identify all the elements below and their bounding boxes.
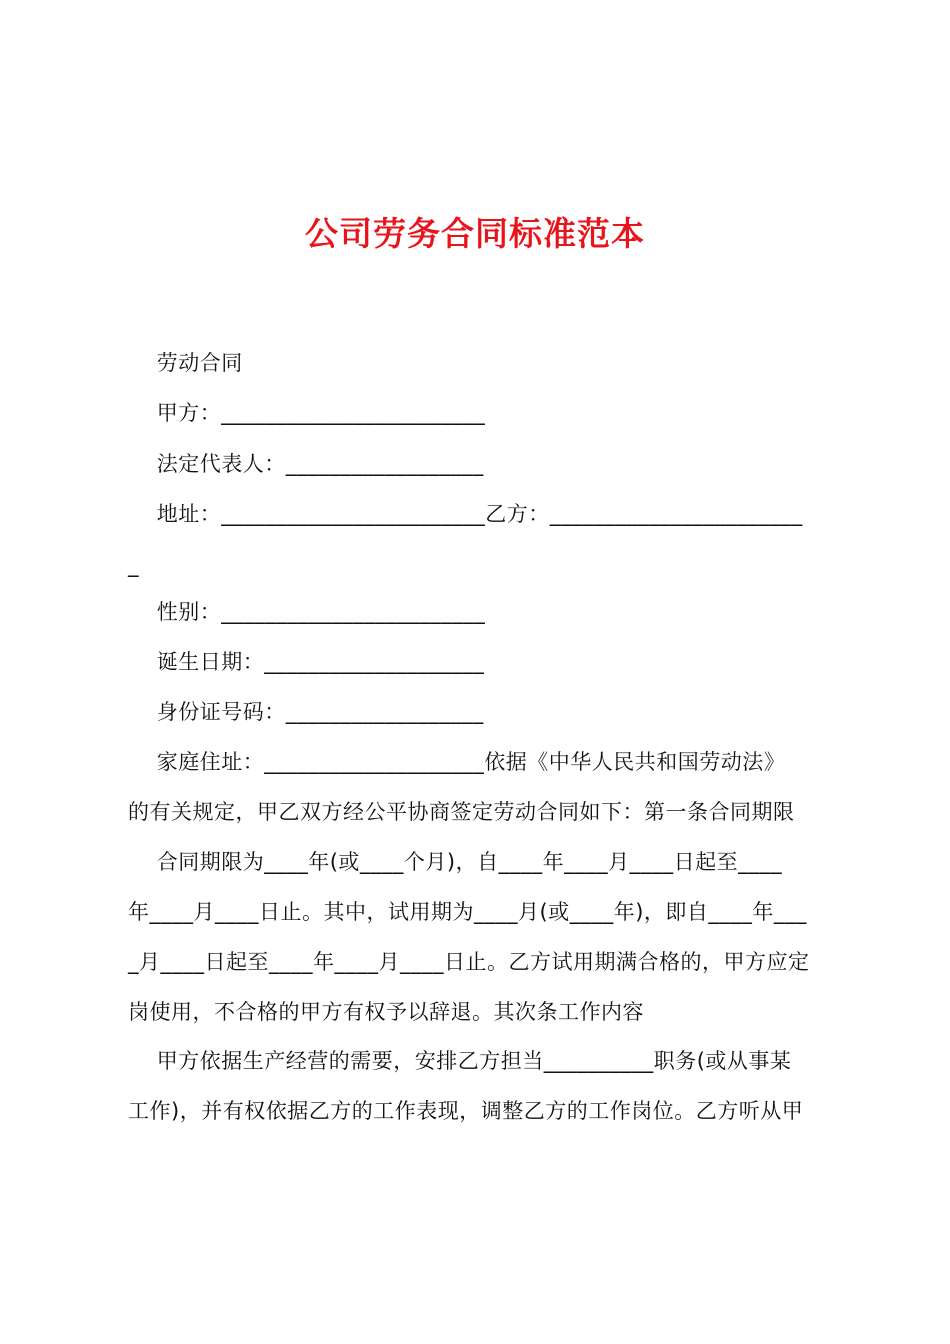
text-line: 地址：________________________乙方：_______________________ (128, 502, 803, 526)
text-line: 劳动合同 (128, 351, 243, 375)
text-line: _ (128, 553, 139, 577)
text-line: 身份证号码：__________________ (128, 700, 484, 724)
text-line: 甲方依据生产经营的需要，安排乙方担当__________职务(或从事某 (128, 1049, 792, 1073)
text-line: 性别：________________________ (128, 600, 486, 624)
text-line: _月____日起至____年____月____日止。乙方试用期满合格的，甲方应定 (128, 950, 810, 974)
text-line: 岗使用，不合格的甲方有权予以辞退。其次条工作内容 (128, 1000, 644, 1024)
text-line: 合同期限为____年(或____个月)，自____年____月____日起至____ (128, 850, 783, 874)
text-line: 工作)，并有权依据乙方的工作表现，调整乙方的工作岗位。乙方听从甲 (128, 1099, 804, 1123)
text-line: 的有关规定，甲乙双方经公平协商签定劳动合同如下：第一条合同期限 (128, 800, 795, 824)
text-line: 诞生日期：____________________ (128, 650, 485, 674)
text-line: 年____月____日止。其中，试用期为____月(或____年)，即自____年___ (128, 900, 807, 924)
document-title: 公司劳务合同标准范本 (305, 214, 645, 253)
text-line: 甲方：________________________ (128, 401, 486, 425)
text-line: 家庭住址：____________________依据《中华人民共和国劳动法》 (128, 750, 786, 774)
text-line: 法定代表人：__________________ (128, 452, 484, 476)
